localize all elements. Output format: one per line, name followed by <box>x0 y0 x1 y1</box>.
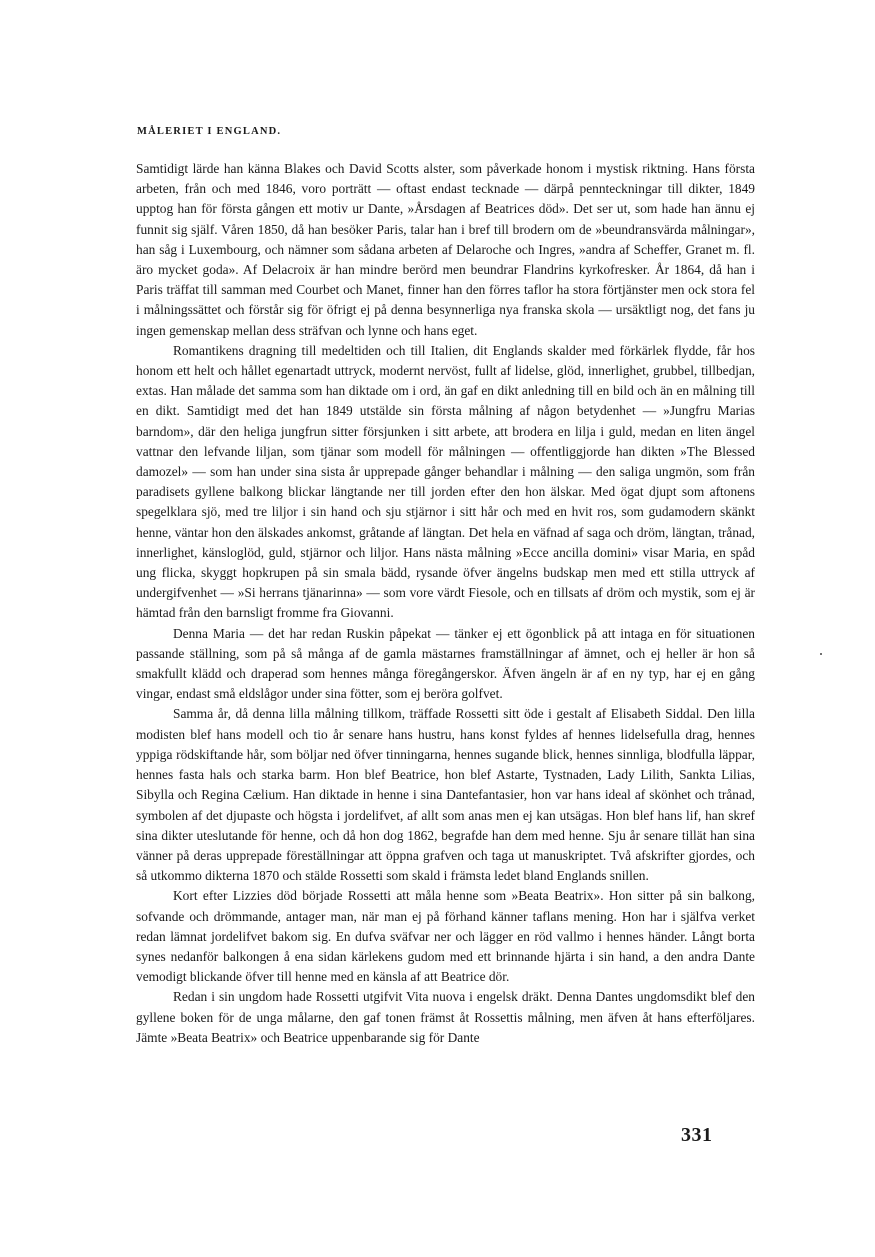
page-number: 331 <box>681 1124 713 1146</box>
running-head: MÅLERIET I ENGLAND. <box>137 126 282 137</box>
paragraph-1: Samtidigt lärde han känna Blakes och David Scotts alster, som påverkade honom i mystisk riktning. Hans första arbeten, från och med 1846, voro porträtt — oftast endast tecknade — därpå pennteckningar till dikter, 1849 upptog han för första gången ett motiv ur Dante, »Årsdagen af Beatrices död». Det ser ut, som hade han ännu ej funnit sig själf. Våren 1850, då han besöker Paris, talar han i bref till brodern om de »beundransvärda målningar», han såg i Luxembourg, och nämner som sådana arbeten af Delaroche och Ingres, »andra af Scheffer, Granet m. fl. äro mycket goda». Af Delacroix är han mindre berörd men beundrar Flandrins kyrkofresker. År 1864, då han i Paris träffat till samman med Courbet och Manet, finner han den förres taflor ha stora förtjänster men ock stora fel i målningssättet och förstår sig för öfrigt ej på denna besynnerliga nya franska skola — ursäktligt nog, det fans ju ingen gemenskap mellan dess sträfvan och lynne och hans eget. <box>136 161 755 338</box>
paragraph-3: Denna Maria — det har redan Ruskin påpekat — tänker ej ett ögonblick på att intaga en för situationen passande ställning, som på så många af de gamla mästarnes framställningar af ämnet, och ej heller är hon så smakfullt klädd och draperad som hennes många föregångerskor. Äfven ängeln är af en ny typ, har ej en gång vingar, endast små eldslågor under sina fötter, som ej beröra golfvet. <box>136 625 755 702</box>
body-text <box>136 159 755 1048</box>
paragraph-2: Romantikens dragning till medeltiden och till Italien, dit Englands skalder med förkärlek flydde, får hos honom ett helt och hållet egenartadt uttryck, modernt nervöst, fullt af lidelse, glöd, innerlighet, grubbel, tillbedjan, extas. Han målade det samma som han diktade om i ord, än gaf en dikt anledning till en bild och än en målning till en dikt. Samtidigt med det han 1849 utstälde sin första målning af någon betydenhet — »Jungfru Marias barndom», där den heliga jungfrun sitter försjunken i sitt arbete, att brodera en lilja i guld, medan en liten ängel vattnar den lefvande liljan, som tjänar som modell för målningen — offentliggjorde han dikten »The Blessed damozel» — som han under sina sista år upprepade gånger behandlar i målning — den saliga ungmön, som från paradisets gyllene balkong blickar längtande ner till jorden efter den hon älskar. Med ögat djupt som aftonens spegelklara sjö, med tre liljor i sin hand och sju stjärnor i sitt hår och med en hvit ros, som gudamodern skänkt henne, väntar hon den älskades ankomst, gråtande af längtan. Det hela en väfnad af saga och dröm, längtan, trånad, innerlighet, känsloglöd, guld, stjärnor och liljor. Hans nästa målning »Ecce ancilla domini» visar Maria, en spåd ung flicka, skyggt hopkrupen på sin smala bädd, rysande öfver ängelns budskap men med ett stilla uttryck af undergifvenhet — »Si herrans tjänarinna» — som vore värdt Fiesole, och en tillsats af dröm och mystik, som ej är hämtad från den barnsligt fromme fra Giovanni. <box>136 342 755 621</box>
paragraph-6: Redan i sin ungdom hade Rossetti utgifvit Vita nuova i engelsk dräkt. Denna Dantes ungdomsdikt blef den gyllene boken för de unga målarne, den gaf tonen främst åt Rossettis målning, men äfven åt hans efterföljares. Jämte »Beata Beatrix» och Beatrice uppenbarande sig för Dante <box>136 989 755 1045</box>
paragraph-4: Samma år, då denna lilla målning tillkom, träffade Rossetti sitt öde i gestalt af Elisabeth Siddal. Den lilla modisten blef hans modell och tio år senare hans hustru, hans konst fyldes af hennes lidelsefulla drag, hennes yppiga rödskiftande hår, som böljar ned öfver tinningarna, hennes sugande blick, hennes sinnliga, blodfulla läppar, hennes fasta hals och starka barm. Hon blef Beatrice, hon blef Astarte, Tystnaden, Lady Lilith, Sankta Lilias, Sibylla och Regina Cælium. Han diktade in henne i sina Dantefantasier, hon var hans ideal af skönhet och trånad, symbolen af det djupaste och högsta i jordelifvet, af allt som anas men ej kan utsägas. Hon blef hans lif, han skref sina dikter uteslutande för henne, och då hon dog 1862, begrafde han dem med henne. Sju år senare tillät han sina vänner på deras upprepade föreställningar att öppna grafven och taga ut manuskriptet. Två afskrifter gjordes, och så utkommo dikterna 1870 och stälde Rossetti som skald i främsta ledet bland Englands snillen. <box>136 706 755 884</box>
paragraph-5: Kort efter Lizzies död började Rossetti att måla henne som »Beata Beatrix». Hon sitter på sin balkong, sofvande och drömmande, antager man, när man ej på förhand känner taflans mening. Hon har i själfva verket redan lämnat jordelifvet bakom sig. En dufva sväfvar ner och lägger en röd vallmo i hennes händer. Långt borta synes nedanför balkongen å ena sidan kärlekens gudom med ett brinnande hjärta i sin hand, a den andra Dante vemodigt blickande öfver till henne med en känsla af att Beatrice dör. <box>136 888 755 985</box>
paper-speck <box>820 653 822 655</box>
